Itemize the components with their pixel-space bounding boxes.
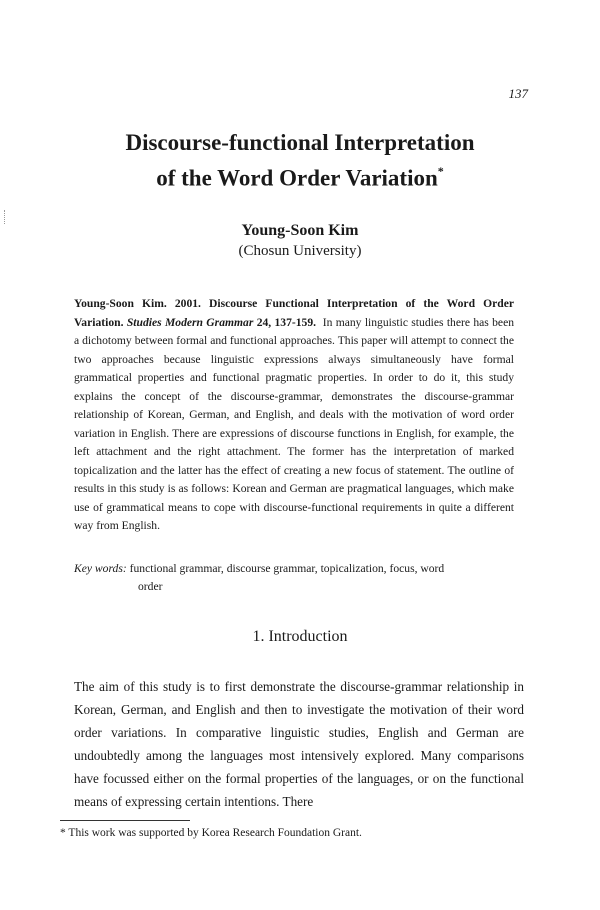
- footnote: [60, 827, 530, 839]
- keywords-label: Key words:: [74, 562, 127, 575]
- keywords-continuation: order: [138, 580, 163, 593]
- keywords: [74, 560, 514, 596]
- footnote-text: This work was supported by Korea Research Foundation Grant.: [68, 827, 362, 839]
- abstract-journal: Studies Modern Grammar: [126, 315, 254, 329]
- title-line-2-text: of the Word Order Variation: [156, 165, 438, 191]
- page-number: 137: [508, 86, 528, 101]
- footnote-marker: *: [60, 827, 66, 839]
- footnote-divider: [60, 820, 190, 821]
- paper-title: [0, 127, 600, 194]
- title-line-2: [0, 158, 600, 194]
- keywords-list: functional grammar, discourse grammar, topicalization, focus, word: [129, 562, 445, 575]
- title-line-1: Discourse-functional Interpretation: [125, 130, 475, 155]
- author-affiliation: (Chosun University): [238, 243, 362, 259]
- abstract-body: In many linguistic studies there has been a dichotomy between formal and functional approaches. This paper will attempt to connect the two approaches because linguistic expressions always simultaneously have formal grammatical properties and functional pragmatic properties. In order to do it, this study explains the concept of the discourse-grammar, demonstrates the discourse-grammar relationship of Korean, German, and English, and deals with the motivation of word order variation in English. There are expressions of discourse functions in English, for example, the left attachment and the right attachment. The former has the interpretation of marked topicalization and the latter has the effect of creating a new focus of statement. The outline of results in this study is as follows: Korean and German are pragmatical languages, which make use of grammatical means to cope with discourse-functional requirements in quite a different way from English.: [74, 315, 515, 532]
- title-footnote-marker: *: [437, 164, 444, 178]
- author-name: Young-Soon Kim: [241, 222, 359, 239]
- abstract-citation: Young-Soon Kim. 2001. Discourse Functional Interpretation of the Word Order Variation.: [74, 297, 514, 329]
- abstract: [74, 295, 514, 536]
- intro-paragraph: The aim of this study is to first demonstrate the discourse-grammar relationship in Korean, German, and English and then to investigate the motivation of their word order variations. In comparative linguistic studies, English and German are undoubtedly among the languages most intensively explored. Many comparisons have focussed either on the formal properties of the languages, or on the functional means of expressing certain intentions. There: [74, 679, 524, 809]
- section-heading: 1. Introduction: [252, 628, 348, 645]
- abstract-volume-pages: 24, 137-159.: [256, 315, 317, 329]
